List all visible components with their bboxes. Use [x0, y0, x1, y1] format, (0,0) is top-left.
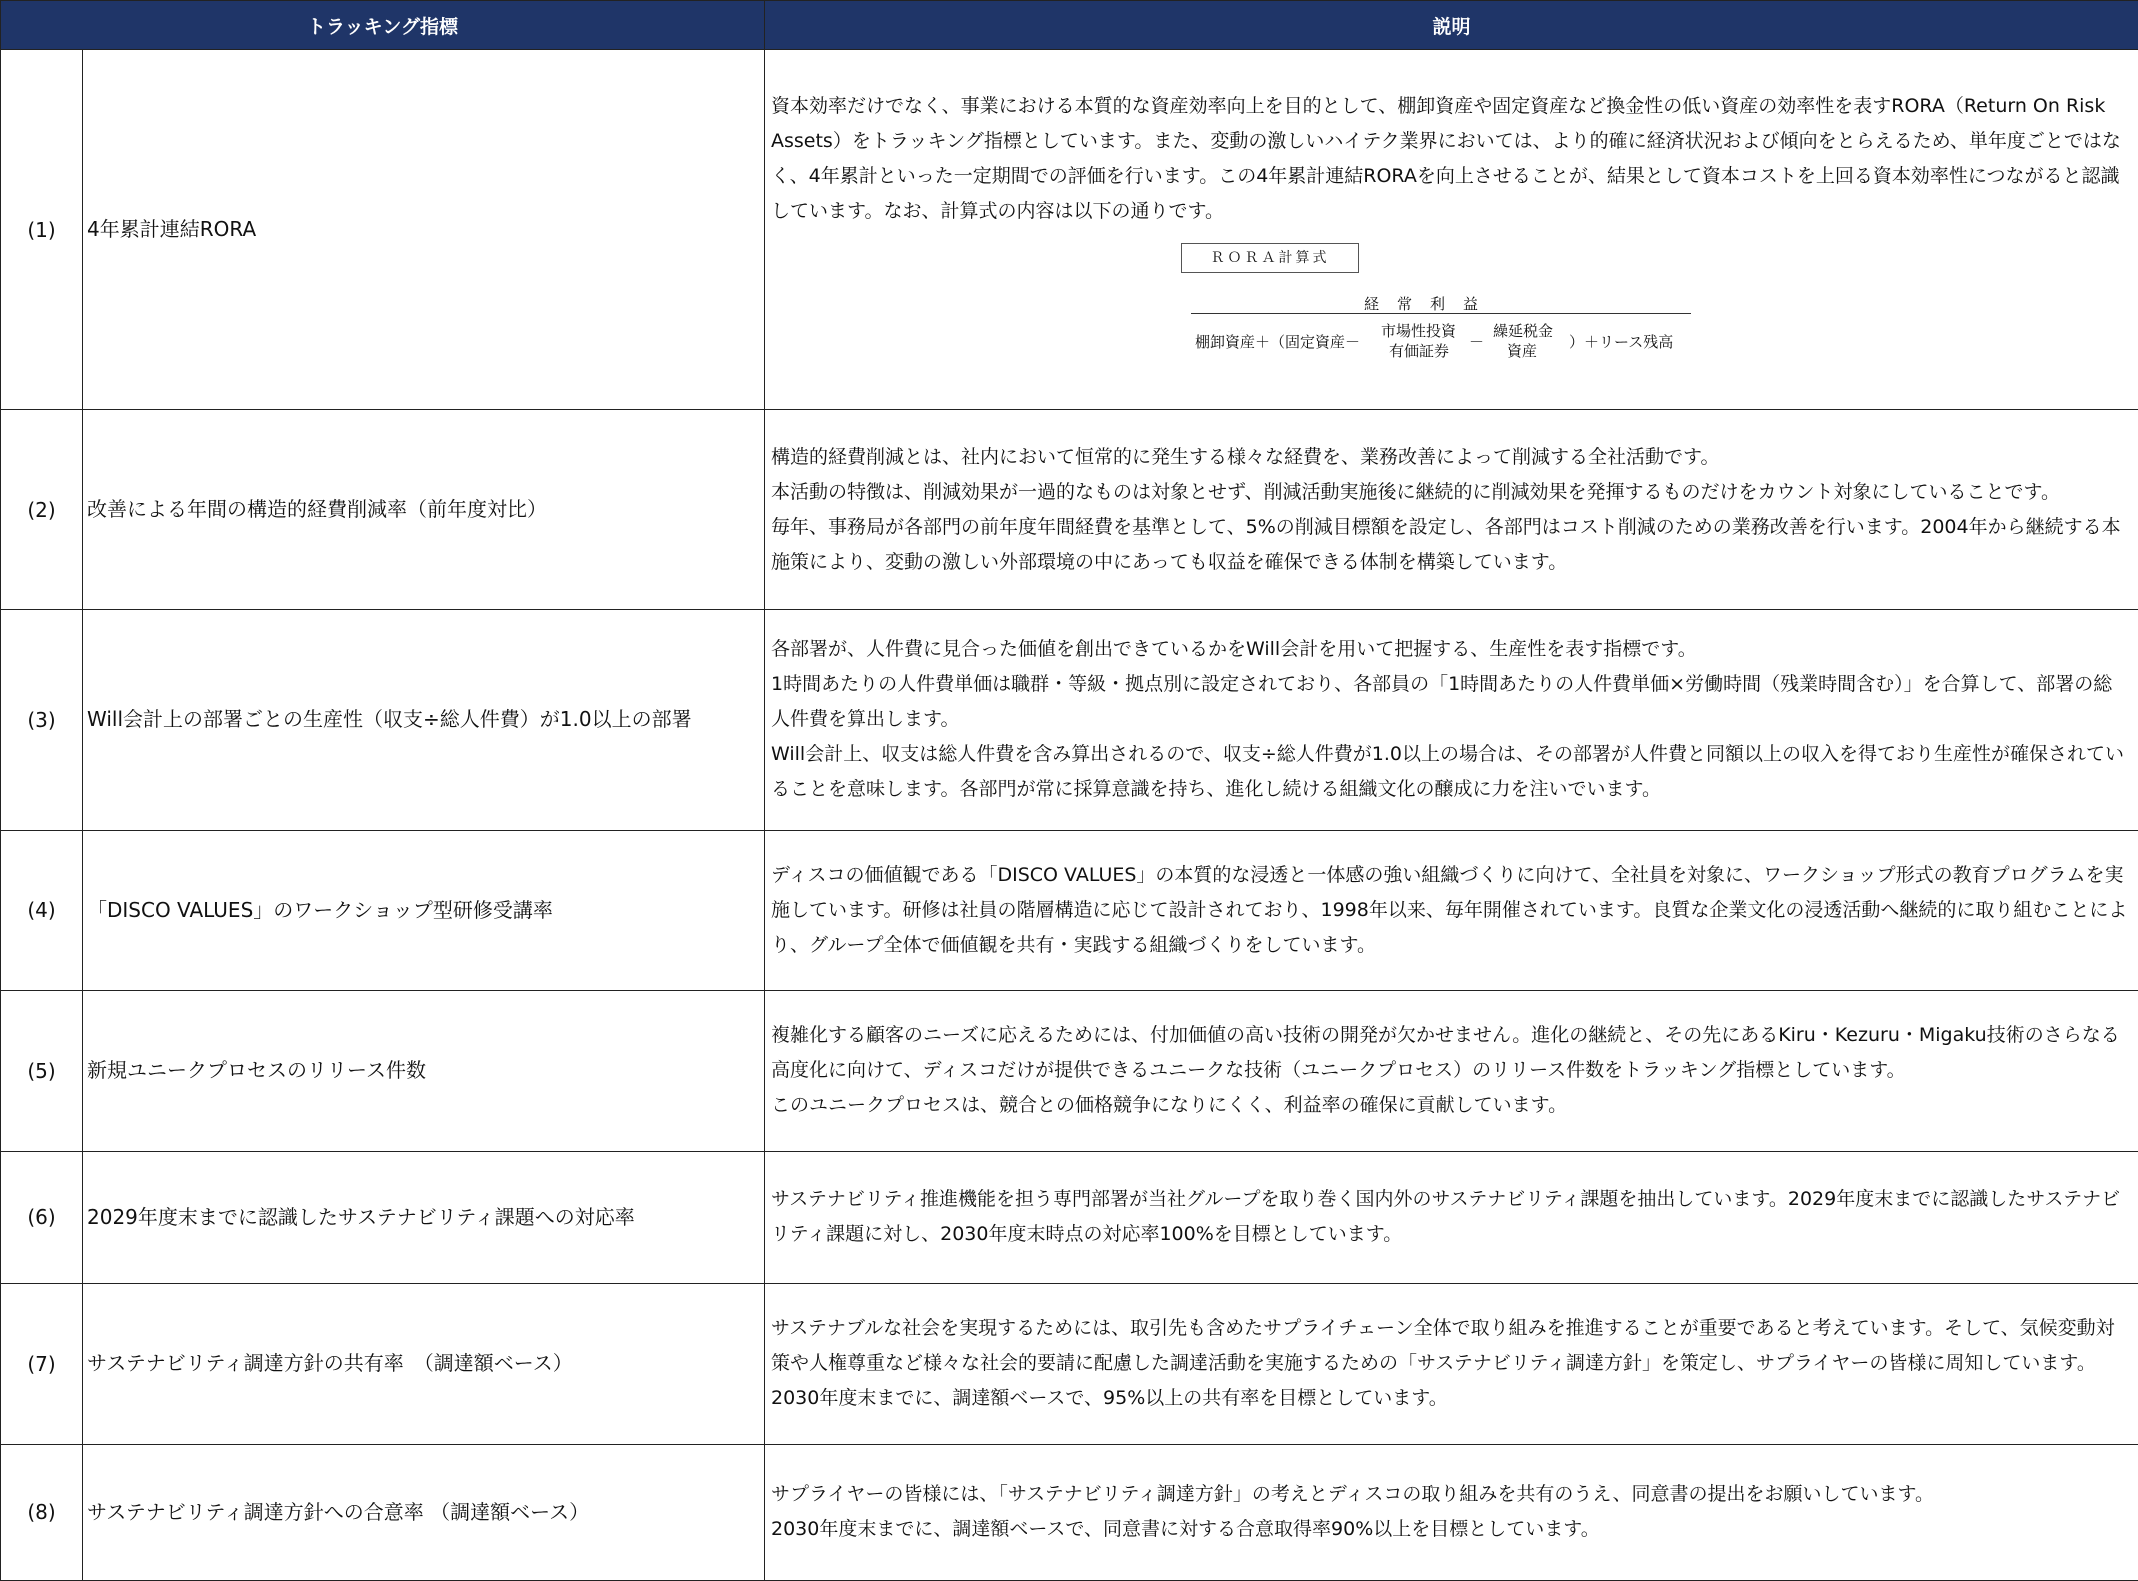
row-number: (1) — [1, 50, 83, 410]
formula-numerator: 経常利益 — [1363, 294, 1496, 313]
description-paragraph: このユニークプロセスは、競合との価格競争になりにくく、利益率の確保に貢献しています。 — [771, 1094, 1568, 1117]
description-paragraph: 構造的経費削減とは、社内において恒常的に発生する様々な経費を、業務改善によって削減する全社活動です。 — [771, 445, 1720, 468]
rora-formula — [1181, 243, 1701, 371]
description-cell — [765, 1151, 2138, 1283]
formula-part4: ）＋リース残高 — [1569, 332, 1674, 351]
description-paragraph: 毎年、事務局が各部門の前年度年間経費を基準として、5%の削減目標額を設定し、各部門はコスト削減のための業務改善を行います。2004年から継続する本施策により、変動の激しい外部環境の中にあっても収益を確保できる体制を構築しています。 — [771, 515, 2121, 573]
description-cell — [765, 610, 2138, 830]
description-paragraph: サステナビリティ推進機能を担う専門部署が当社グループを取り巻く国内外のサステナビリティ課題を抽出しています。2029年度末までに認識したサステナビリティ課題に対し、2030年度末時点の対応率100%を目標としています。 — [771, 1188, 2121, 1246]
description-cell — [765, 830, 2138, 990]
formula-part2a: 市場性投資 — [1381, 321, 1457, 340]
description-paragraph: 2030年度末までに、調達額ベースで、同意書に対する合意取得率90%以上を目標としています。 — [771, 1518, 1600, 1541]
description-paragraph: 各部署が、人件費に見合った価値を創出できているかをWill会計を用いて把握する、生産性を表す指標です。 — [771, 638, 1697, 661]
description-cell — [765, 1283, 2138, 1444]
table-row — [1, 1151, 2138, 1283]
table-row — [1, 1444, 2138, 1580]
indicator-cell: 2029年度末までに認識したサステナビリティ課題への対応率 — [83, 1151, 765, 1283]
table-row — [1, 410, 2138, 610]
description-paragraph: サステナブルな社会を実現するためには、取引先も含めたサプライチェーン全体で取り組みを推進することが重要であると考えています。そして、気候変動対策や人権尊重など様々な社会的要請に配慮した調達活動を実施するための「サステナビリティ調達方針」を策定し、サプライヤーの皆様に周知しています。2030年度末までに、調達額ベースで、95%以上の共有率を目標としています。 — [771, 1317, 2115, 1410]
description-paragraph: 複雑化する顧客のニーズに応えるためには、付加価値の高い技術の開発が欠かせません。進化の継続と、その先にあるKiru・Kezuru・Migaku技術のさらなる高度化に向けて、ディスコだけが提供できるユニークな技術（ユニークプロセス）のリリース件数をトラッキング指標としています。 — [771, 1024, 2120, 1082]
description-paragraph: 本活動の特徴は、削減効果が一過的なものは対象とせず、削減活動実施後に継続的に削減効果を発揮するものだけをカウント対象にしていることです。 — [771, 480, 2060, 503]
row-number: (2) — [1, 410, 83, 610]
indicator-cell: 「DISCO VALUES」のワークショップ型研修受講率 — [83, 830, 765, 990]
table-row — [1, 830, 2138, 990]
description-paragraph: サプライヤーの皆様には、「サステナビリティ調達方針」の考えとディスコの取り組みを共有のうえ、同意書の提出をお願いしています。 — [771, 1483, 1934, 1506]
formula-title: ＲＯＲＡ計算式 — [1181, 243, 1359, 273]
header-indicator: トラッキング指標 — [1, 1, 765, 50]
header-row — [1, 1, 2138, 50]
formula-part3b: 資産 — [1507, 341, 1538, 360]
row-number: (7) — [1, 1283, 83, 1444]
row-number: (8) — [1, 1444, 83, 1580]
row-number: (6) — [1, 1151, 83, 1283]
fraction-line — [1191, 313, 1691, 314]
description-paragraph: 資本効率だけでなく、事業における本質的な資産効率向上を目的として、棚卸資産や固定資産など換金性の低い資産の効率性を表すRORA（Return On Risk Assets）をトラッキング指標としています。また、変動の激しいハイテク業界においては、より的確に経済状況および傾向をとらえるため、単年度ごとではなく、4年累計といった一定期間での評価を行います。この4年累計連結RORAを向上させることが、結果として資本コストを上回る資本効率性につながると認識しています。なお、計算式の内容は以下の通りです。 — [771, 94, 2121, 222]
header-description: 説明 — [765, 1, 2138, 50]
description-cell — [765, 990, 2138, 1151]
description-paragraph: Will会計上、収支は総人件費を含み算出されるので、収支÷総人件費が1.0以上の場合は、その部署が人件費と同額以上の収入を得ており生産性が確保されていることを意味します。各部門が常に採算意識を持ち、進化し続ける組織文化の醸成に力を注いでいます。 — [771, 743, 2124, 801]
table-row — [1, 1283, 2138, 1444]
formula-part2b: 有価証券 — [1389, 341, 1450, 360]
table-row — [1, 610, 2138, 830]
description-paragraph: 1時間あたりの人件費単価は職群・等級・拠点別に設定されており、各部員の「1時間あたりの人件費単価×労働時間（残業時間含む）」を合算して、部署の総人件費を算出します。 — [771, 673, 2113, 731]
row-number: (5) — [1, 990, 83, 1151]
formula-part3a: 繰延税金 — [1493, 321, 1554, 340]
description-cell — [765, 410, 2138, 610]
description-paragraph: ディスコの価値観である「DISCO VALUES」の本質的な浸透と一体感の強い組織づくりに向けて、全社員を対象に、ワークショップ形式の教育プログラムを実施しています。研修は社員の階層構造に応じて設計されており、1998年以来、毎年開催されています。良質な企業文化の浸透活動へ継続的に取り組むことにより、グループ全体で価値観を共有・実践する組織づくりをしています。 — [771, 863, 2128, 956]
row-number: (3) — [1, 610, 83, 830]
table-row — [1, 50, 2138, 410]
indicator-cell: Will会計上の部署ごとの生産性（収支÷総人件費）が1.0以上の部署 — [83, 610, 765, 830]
indicator-cell: サステナビリティ調達方針の共有率 （調達額ベース） — [83, 1283, 765, 1444]
formula-minus: － — [1469, 332, 1485, 351]
indicator-cell: 4年累計連結RORA — [83, 50, 765, 410]
description-cell — [765, 50, 2138, 410]
indicator-cell: サステナビリティ調達方針への合意率 （調達額ベース） — [83, 1444, 765, 1580]
indicator-cell: 改善による年間の構造的経費削減率（前年度対比） — [83, 410, 765, 610]
description-cell — [765, 1444, 2138, 1580]
table-row — [1, 990, 2138, 1151]
indicator-cell: 新規ユニークプロセスのリリース件数 — [83, 990, 765, 1151]
row-number: (4) — [1, 830, 83, 990]
formula-part1: 棚卸資産＋（固定資産－ — [1195, 332, 1361, 351]
